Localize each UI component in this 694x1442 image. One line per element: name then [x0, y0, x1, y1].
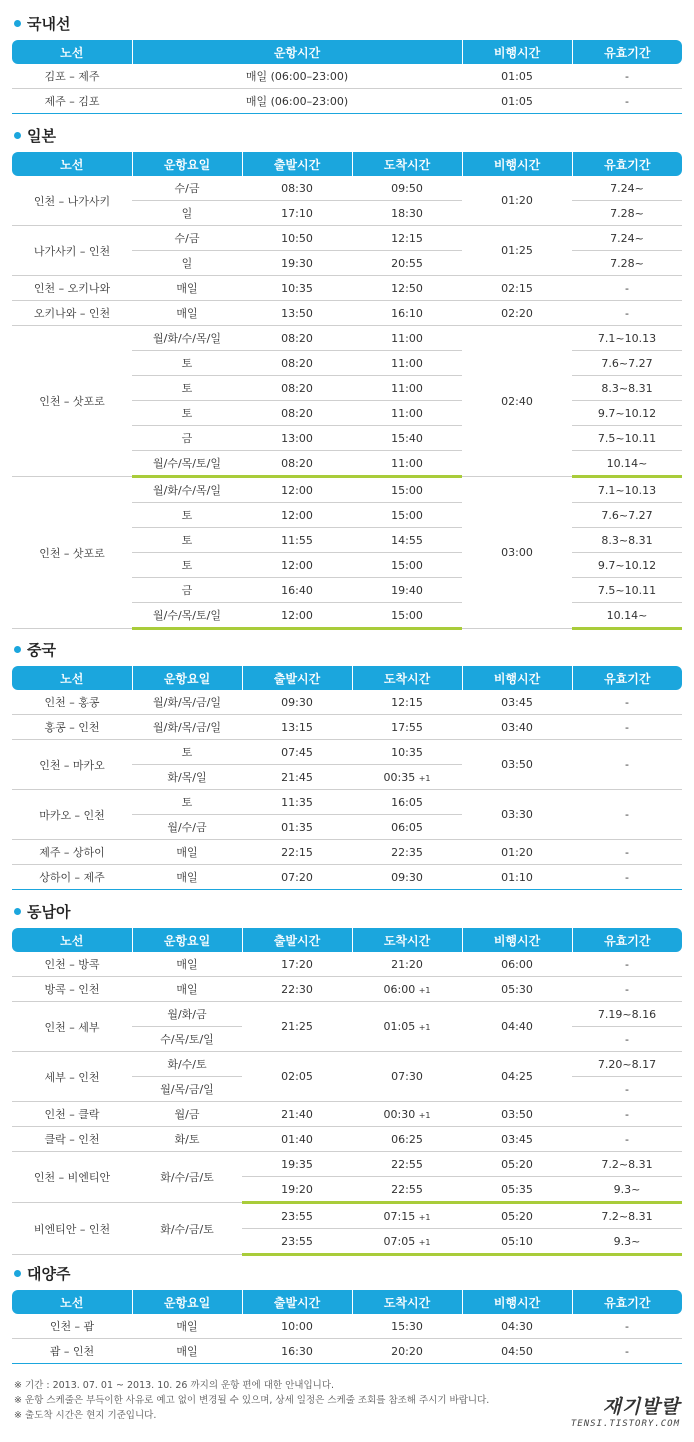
table-cell: 8.3~8.31	[572, 376, 682, 401]
route-cell: 마카오 – 인천	[12, 790, 132, 840]
table-cell: 15:00	[352, 553, 462, 578]
table-cell: 8.3~8.31	[572, 528, 682, 553]
table-cell: 13:15	[242, 715, 352, 740]
table-cell: 월/수/금	[132, 815, 242, 840]
table-row	[12, 301, 682, 326]
table-cell: 09:30	[242, 690, 352, 715]
bullet-icon	[14, 1270, 21, 1277]
table-cell: -	[572, 1077, 682, 1102]
table-cell: 08:20	[242, 351, 352, 376]
table-cell: 09:30	[352, 865, 462, 890]
table-cell: 매일	[132, 952, 242, 977]
table-cell: 16:40	[242, 578, 352, 603]
table-cell: 9.3~	[572, 1229, 682, 1255]
table-cell: 05:10	[462, 1229, 572, 1255]
flight-cell: 02:40	[462, 326, 572, 477]
route-cell: 인천 – 오키나와	[12, 276, 132, 301]
table-cell: 매일	[132, 865, 242, 890]
table-cell: 수/목/토/일	[132, 1027, 242, 1052]
table-cell: -	[572, 1127, 682, 1152]
flight-cell: 01:20	[462, 840, 572, 865]
route-cell: 인천 – 세부	[12, 1002, 132, 1052]
table-cell: 11:55	[242, 528, 352, 553]
oceania-table: 노선 운항요일 출발시간 도착시간 비행시간 유효기간 인천 – 괌 매일 10:00 15:30 04:30 - 괌 – 인천 매일 16:30 20:20 04:50 -	[12, 1290, 682, 1364]
table-cell: 09:50	[352, 176, 462, 201]
table-cell: 11:00	[352, 326, 462, 351]
table-cell: 12:50	[352, 276, 462, 301]
table-cell: 금	[132, 426, 242, 451]
table-cell: 17:10	[242, 201, 352, 226]
table-row	[12, 226, 682, 251]
table-cell: 22:15	[242, 840, 352, 865]
section-title: 국내선	[12, 10, 682, 36]
logo-text: 재기발랄	[602, 1396, 680, 1418]
table-cell: 22:35	[352, 840, 462, 865]
table-cell: 19:30	[242, 251, 352, 276]
table-cell: 19:20	[242, 1177, 352, 1203]
table-cell: 7.1~10.13	[572, 326, 682, 351]
table-cell: 08:20	[242, 376, 352, 401]
table-cell: 05:30	[462, 977, 572, 1002]
col-valid: 유효기간	[572, 40, 682, 64]
next-day-mark: +1	[418, 773, 431, 783]
table-cell: 10:50	[242, 226, 352, 251]
note-line: ※ 출도착 시간은 현지 기준입니다.	[14, 1410, 157, 1421]
table-cell: 토	[132, 553, 242, 578]
table-cell: 16:10	[352, 301, 462, 326]
table-cell: 월/화/목/금/일	[132, 690, 242, 715]
table-cell: 7.2~8.31	[572, 1203, 682, 1229]
table-row	[12, 790, 682, 815]
china-section	[12, 636, 682, 890]
table-cell: 월/화/수/목/일	[132, 326, 242, 351]
notes	[14, 1378, 489, 1423]
table-cell: 7.1~10.13	[572, 477, 682, 503]
bullet-icon	[14, 908, 21, 915]
route-cell: 나가사키 – 인천	[12, 226, 132, 276]
table-cell: 21:25	[242, 1002, 352, 1052]
flight-cell: 01:10	[462, 865, 572, 890]
table-cell: 12:15	[352, 226, 462, 251]
valid-cell: -	[572, 840, 682, 865]
sea-section	[12, 898, 682, 1256]
flight-cell: 02:15	[462, 276, 572, 301]
logo-url: TENSI.TISTORY.COM	[570, 1419, 680, 1429]
table-row: 제주 – 김포 매일 (06:00–23:00) 01:05 -	[12, 89, 682, 114]
table-cell: 04:50	[462, 1339, 572, 1364]
table-cell: 13:50	[242, 301, 352, 326]
route-cell: 인천 – 삿포로	[12, 326, 132, 477]
table-cell: 화/수/금/토	[132, 1203, 242, 1255]
route-cell: 방콕 – 인천	[12, 977, 132, 1002]
table-cell: 23:55	[242, 1203, 352, 1229]
table-cell: -	[572, 952, 682, 977]
route-cell: 인천 – 방콕	[12, 952, 132, 977]
flight-cell: 03:45	[462, 690, 572, 715]
table-cell: 05:20	[462, 1203, 572, 1229]
table-cell: 20:20	[352, 1339, 462, 1364]
table-cell: 화/목/일	[132, 765, 242, 790]
table-cell: 19:35	[242, 1152, 352, 1177]
col-flight: 비행시간	[462, 40, 572, 64]
table-cell: 7.19~8.16	[572, 1002, 682, 1027]
table-cell: 10:35	[352, 740, 462, 765]
table-cell: 화/토	[132, 1127, 242, 1152]
table-cell: 7.6~7.27	[572, 503, 682, 528]
table-cell: 7.28~	[572, 201, 682, 226]
col-time: 운항시간	[132, 40, 462, 64]
table-cell: 21:20	[352, 952, 462, 977]
next-day-mark: +1	[418, 1023, 431, 1032]
table-row	[12, 977, 682, 1002]
table-cell: 16:05	[352, 790, 462, 815]
table-cell: 일	[132, 201, 242, 226]
table-cell: 7.5~10.11	[572, 426, 682, 451]
table-cell: 매일	[132, 301, 242, 326]
table-cell: 월/금	[132, 1102, 242, 1127]
table-row	[12, 1314, 682, 1339]
table-cell: 12:00	[242, 477, 352, 503]
table-cell: 06:05	[352, 815, 462, 840]
table-cell: 14:55	[352, 528, 462, 553]
table-cell: 월/목/금/일	[132, 1077, 242, 1102]
table-cell: 토	[132, 376, 242, 401]
table-cell: 화/수/금/토	[132, 1152, 242, 1203]
table-cell: 18:30	[352, 201, 462, 226]
table-cell: 06:00 +1	[352, 977, 462, 1002]
table-cell: 15:30	[352, 1314, 462, 1339]
table-cell: 7.20~8.17	[572, 1052, 682, 1077]
table-cell: 15:00	[352, 503, 462, 528]
table-cell: 일	[132, 251, 242, 276]
table-cell: 05:35	[462, 1177, 572, 1203]
table-row	[12, 865, 682, 890]
table-cell: 02:05	[242, 1052, 352, 1102]
table-cell: 07:45	[242, 740, 352, 765]
table-cell: 토	[132, 351, 242, 376]
table-cell: 매일	[132, 276, 242, 301]
table-cell: 22:55	[352, 1177, 462, 1203]
table-cell: 수/금	[132, 226, 242, 251]
route-cell: 인천 – 클락	[12, 1102, 132, 1127]
table-cell: 11:00	[352, 376, 462, 401]
table-cell: 03:50	[462, 1102, 572, 1127]
valid-cell: -	[572, 865, 682, 890]
table-cell: 7.5~10.11	[572, 578, 682, 603]
table-cell: 금	[132, 578, 242, 603]
table-cell: 매일	[132, 977, 242, 1002]
table-cell: 19:40	[352, 578, 462, 603]
table-row	[12, 276, 682, 301]
col-route: 노선	[12, 40, 132, 64]
table-cell: 12:15	[352, 690, 462, 715]
table-cell: 9.3~	[572, 1177, 682, 1203]
table-cell: 13:00	[242, 426, 352, 451]
table-row	[12, 740, 682, 765]
table-cell: 00:35 +1	[352, 765, 462, 790]
table-row	[12, 690, 682, 715]
valid-cell: -	[572, 715, 682, 740]
bullet-icon	[14, 646, 21, 653]
flight-cell: 04:40	[462, 1002, 572, 1052]
table-row: 김포 – 제주 매일 (06:00–23:00) 01:05 -	[12, 64, 682, 89]
table-row	[12, 1127, 682, 1152]
table-cell: -	[572, 301, 682, 326]
route-cell: 인천 – 홍콩	[12, 690, 132, 715]
section-title: 중국	[12, 636, 682, 662]
table-row	[12, 1002, 682, 1027]
valid-cell: -	[572, 740, 682, 790]
valid-cell: -	[572, 690, 682, 715]
flight-cell: 01:25	[462, 226, 572, 276]
next-day-mark: +1	[418, 1110, 431, 1120]
bullet-icon	[14, 20, 21, 27]
table-cell: -	[572, 1027, 682, 1052]
route-cell: 세부 – 인천	[12, 1052, 132, 1102]
table-cell: 토	[132, 528, 242, 553]
table-cell: 22:55	[352, 1152, 462, 1177]
table-cell: 월/수/목/토/일	[132, 451, 242, 477]
route-cell: 상하이 – 제주	[12, 865, 132, 890]
table-cell: 7.24~	[572, 176, 682, 201]
section-title: 대양주	[12, 1260, 682, 1286]
flight-cell: 03:00	[462, 477, 572, 629]
table-cell: 10:00	[242, 1314, 352, 1339]
japan-table: 노선 운항요일 출발시간 도착시간 비행시간 유효기간 인천 – 나가사키 수/금 08:30 09:50 01:20 7.24~ 일 17:10 18:30 7.28~ 나가사키 – 인천 수/금 10:50 12:15 01:25 7.24~ 일 19:30 20:55 7.28~ 인천 – 오키나와 매일 10:35 12:50 02:15 - 오키나와 – 인천 매일 13:50 16:10 02:20 - 인천 – 삿포로 월/화/수/목/일 08:20 11:00 02:40 7.1~10.13 토 08:20 11:00 7.6~7.27 토 08:20 11:00 8.3~8.31 토 08:20 11:00 9.7~10.12 금 13:00 15:40 7.5~10.11 월/수/목/토/일 08:20 11:00 10.14~ 인천 – 삿포로 월/화/수/목/일 12:00 15:00 03:00 7.1~10.13 토 12:00 15:00 7.6~7.27 토 11:55 14:55 8.3~8.31 토 12:00 15:00 9.7~10.12 금 16:40 19:40 7.5~10.11 월/수/목/토/일 12:00 15:00 10.14~	[12, 152, 682, 630]
table-cell: 12:00	[242, 603, 352, 629]
domestic-section	[12, 10, 682, 114]
table-cell: 17:55	[352, 715, 462, 740]
table-cell: 월/화/금	[132, 1002, 242, 1027]
table-row	[12, 952, 682, 977]
table-row	[12, 1203, 682, 1229]
table-row	[12, 477, 682, 503]
table-cell: 토	[132, 790, 242, 815]
table-cell: 01:40	[242, 1127, 352, 1152]
sea-table: 노선 운항요일 출발시간 도착시간 비행시간 유효기간 인천 – 방콕 매일 17:20 21:20 06:00 - 방콕 – 인천 매일 22:30 06:00 +1 05:30 - 인천 – 세부 월/화/금 21:25 01:05 +1 04:40 7.19~8.16 수/목/토/일 - 세부 – 인천 화/수/토 02:05 07:30 04:25 7.20~8.17 월/목/금/일 - 인천 – 클락 월/금 21:40 00:30 +1 03:50 - 클락 – 인천 화/토 01:40 06:25 03:45 - 인천 – 비엔티안 화/수/금/토 19:35 22:55 05:20 7.2~8.31 19:20 22:55 05:35 9.3~ 비엔티안 – 인천 화/수/금/토 23:55 07:15 +1 05:20 7.2~8.31 23:55 07:05 +1 05:10 9.3~	[12, 928, 682, 1256]
route-cell: 괌 – 인천	[12, 1339, 132, 1364]
table-cell: 7.6~7.27	[572, 351, 682, 376]
table-cell: 07:15 +1	[352, 1203, 462, 1229]
route-cell: 오키나와 – 인천	[12, 301, 132, 326]
table-cell: 월/화/수/목/일	[132, 477, 242, 503]
table-cell: 매일	[132, 840, 242, 865]
table-cell: 7.24~	[572, 226, 682, 251]
table-cell: -	[572, 1314, 682, 1339]
table-cell: 10.14~	[572, 451, 682, 477]
bullet-icon	[14, 132, 21, 139]
note-line: ※ 운항 스케줄은 부득이한 사유로 예고 없이 변경될 수 있으며, 상세 일정은 스케줄 조회를 참조해 주시기 바랍니다.	[14, 1395, 490, 1406]
table-cell: 10:35	[242, 276, 352, 301]
route-cell: 인천 – 나가사키	[12, 176, 132, 226]
table-cell: 7.2~8.31	[572, 1152, 682, 1177]
table-cell: 20:55	[352, 251, 462, 276]
table-cell: 수/금	[132, 176, 242, 201]
table-cell: 07:05 +1	[352, 1229, 462, 1255]
route-cell: 제주 – 상하이	[12, 840, 132, 865]
table-cell: 21:45	[242, 765, 352, 790]
table-cell: 23:55	[242, 1229, 352, 1255]
flight-cell: 03:40	[462, 715, 572, 740]
table-cell: 06:25	[352, 1127, 462, 1152]
table-cell: 11:35	[242, 790, 352, 815]
flight-cell: 03:30	[462, 790, 572, 840]
japan-section	[12, 122, 682, 630]
oceania-section	[12, 1260, 682, 1364]
valid-cell: -	[572, 790, 682, 840]
flight-cell: 01:20	[462, 176, 572, 226]
table-cell: 07:30	[352, 1052, 462, 1102]
section-title: 일본	[12, 122, 682, 148]
table-cell: 15:00	[352, 603, 462, 629]
table-row	[12, 1102, 682, 1127]
table-row	[12, 840, 682, 865]
flight-cell: 02:20	[462, 301, 572, 326]
table-cell: 12:00	[242, 503, 352, 528]
table-row	[12, 1152, 682, 1177]
table-cell: 08:30	[242, 176, 352, 201]
flight-cell: 04:25	[462, 1052, 572, 1102]
route-cell: 인천 – 괌	[12, 1314, 132, 1339]
route-cell: 비엔티안 – 인천	[12, 1203, 132, 1255]
table-cell: 7.28~	[572, 251, 682, 276]
table-cell: 12:00	[242, 553, 352, 578]
table-cell: 11:00	[352, 401, 462, 426]
table-cell: 16:30	[242, 1339, 352, 1364]
next-day-mark: +1	[418, 1237, 431, 1247]
table-cell: 15:00	[352, 477, 462, 503]
domestic-table	[12, 40, 682, 114]
table-cell: 17:20	[242, 952, 352, 977]
table-cell: 9.7~10.12	[572, 401, 682, 426]
table-cell: 10.14~	[572, 603, 682, 629]
table-cell: 9.7~10.12	[572, 553, 682, 578]
table-cell: 03:45	[462, 1127, 572, 1152]
china-table: 노선 운항요일 출발시간 도착시간 비행시간 유효기간 인천 – 홍콩 월/화/목/금/일 09:30 12:15 03:45 - 홍콩 – 인천 월/화/목/금/일 13:15 17:55 03:40 - 인천 – 마카오 토 07:45 10:35 03:50 - 화/목/일 21:45 00:35 +1 마카오 – 인천 토 11:35 16:05 03:30 - 월/수/금 01:35 06:05 제주 – 상하이 매일 22:15 22:35 01:20 - 상하이 – 제주 매일 07:20 09:30 01:10 -	[12, 666, 682, 890]
table-cell: 06:00	[462, 952, 572, 977]
table-cell: 11:00	[352, 451, 462, 477]
table-cell: 08:20	[242, 451, 352, 477]
table-cell: 05:20	[462, 1152, 572, 1177]
route-cell: 클락 – 인천	[12, 1127, 132, 1152]
next-day-mark: +1	[418, 1212, 431, 1222]
table-cell: 08:20	[242, 326, 352, 351]
table-cell: 토	[132, 503, 242, 528]
route-cell: 인천 – 삿포로	[12, 477, 132, 629]
table-cell: -	[572, 1339, 682, 1364]
section-title: 동남아	[12, 898, 682, 924]
table-cell: 15:40	[352, 426, 462, 451]
table-cell: 04:30	[462, 1314, 572, 1339]
table-cell: 월/수/목/토/일	[132, 603, 242, 629]
table-row	[12, 326, 682, 351]
table-row	[12, 1052, 682, 1077]
table-cell: 22:30	[242, 977, 352, 1002]
table-cell: 08:20	[242, 401, 352, 426]
table-cell: 토	[132, 740, 242, 765]
table-cell: 01:05 +1	[352, 1002, 462, 1052]
table-cell: 00:30 +1	[352, 1102, 462, 1127]
next-day-mark: +1	[418, 985, 431, 995]
table-cell: 01:35	[242, 815, 352, 840]
watermark-logo	[571, 1392, 680, 1429]
table-cell: 월/화/목/금/일	[132, 715, 242, 740]
table-cell: -	[572, 276, 682, 301]
table-cell: 토	[132, 401, 242, 426]
table-cell: 21:40	[242, 1102, 352, 1127]
table-cell: 07:20	[242, 865, 352, 890]
route-cell: 홍콩 – 인천	[12, 715, 132, 740]
table-row	[12, 715, 682, 740]
note-line: ※ 기간 : 2013. 07. 01 ~ 2013. 10. 26 까지의 운항 편에 대한 안내입니다.	[14, 1380, 335, 1391]
flight-cell: 03:50	[462, 740, 572, 790]
table-cell: -	[572, 977, 682, 1002]
route-cell: 인천 – 마카오	[12, 740, 132, 790]
table-cell: -	[572, 1102, 682, 1127]
table-cell: 매일	[132, 1314, 242, 1339]
table-cell: 화/수/토	[132, 1052, 242, 1077]
table-cell: 11:00	[352, 351, 462, 376]
route-cell: 인천 – 비엔티안	[12, 1152, 132, 1203]
table-cell: 매일	[132, 1339, 242, 1364]
table-row	[12, 176, 682, 201]
table-row	[12, 1339, 682, 1364]
